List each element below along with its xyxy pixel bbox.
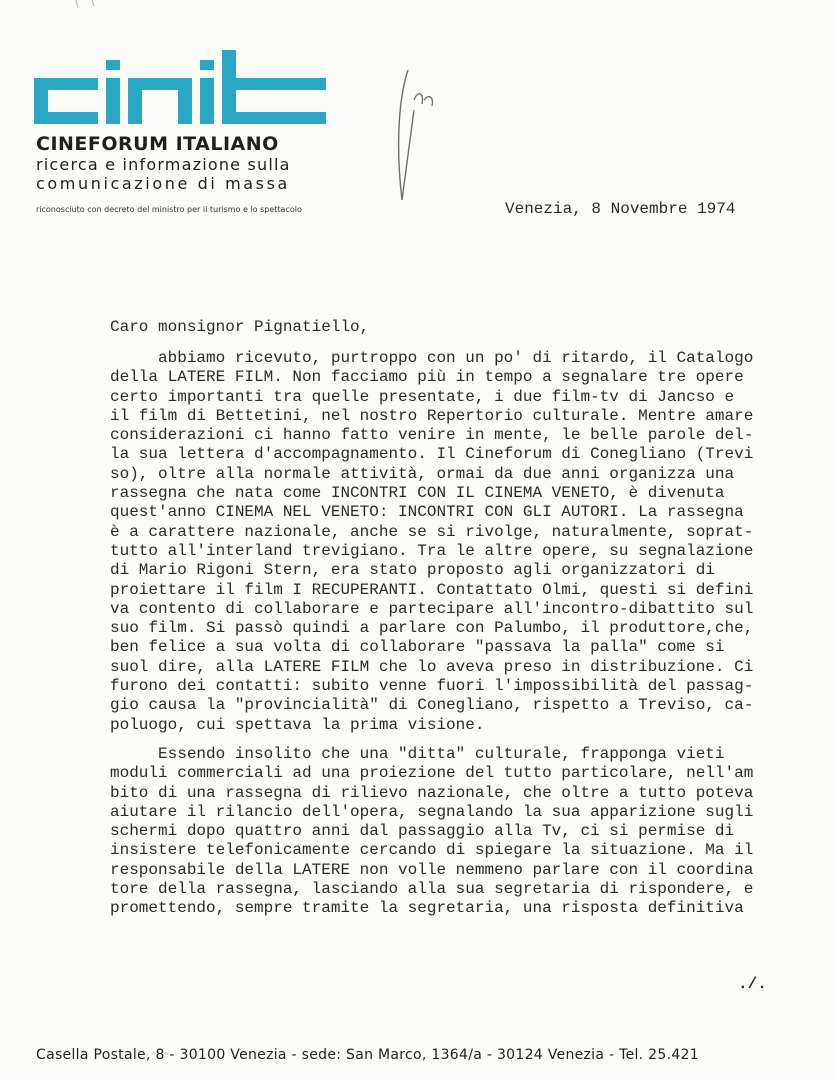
text-line: rassegna che nata come INCONTRI CON IL CINEMA VENETO, è divenuta	[110, 484, 725, 503]
text-line: bito di una rassegna di rilievo nazionale, che oltre a tutto poteva	[110, 783, 754, 802]
text-line: la sua lettera d'accompagnamento. Il Cineforum di Conegliano (Trevi	[110, 445, 754, 464]
text-line: quest'anno CINEMA NEL VENETO: INCONTRI CON GLI AUTORI. La rassegna	[110, 503, 744, 522]
text-line: considerazioni ci hanno fatto venire in mente, le belle parole del-	[110, 426, 754, 445]
recognition-note: riconosciuto con decreto del ministro per il turismo e lo spettacolo	[36, 205, 302, 214]
text-line: furono dei contatti: subito venne fuori l'impossibilità del passag-	[110, 677, 754, 696]
org-name: CINEFORUM ITALIANO	[36, 133, 279, 155]
paragraph-2	[110, 745, 800, 919]
cinit-logo	[34, 50, 326, 126]
text-line: della LATERE FILM. Non facciamo più in tempo a segnalare tre opere	[110, 368, 744, 387]
salutation: Caro monsignor Pignatiello,	[110, 318, 370, 336]
letter-body	[110, 349, 800, 919]
text-line: proiettare il film I RECUPERANTI. Contattato Olmi, questi si defini	[110, 580, 754, 599]
org-subtitle-2: comunicazione di massa	[36, 174, 290, 193]
text-line: va contento di collaborare e partecipare all'incontro-dibattito sul	[110, 599, 754, 618]
text-line: poluogo, cui spettava la prima visione.	[110, 715, 485, 734]
organization-block	[36, 133, 291, 193]
text-line: è a carattere nazionale, anche se si rivolge, naturalmente, soprat-	[110, 522, 754, 541]
text-line: abbiamo ricevuto, purtroppo con un po' di ritardo, il Catalogo	[110, 349, 754, 367]
text-line: il film di Bettetini, nel nostro Repertorio culturale. Mentre amare	[110, 406, 754, 425]
paper-mark	[72, 0, 102, 10]
text-line: gio causa la "provincialità" di Conegliano, rispetto a Treviso, ca-	[110, 696, 754, 715]
paragraph-1	[110, 349, 800, 735]
text-line: responsabile della LATERE non volle nemmeno parlare con il coordina	[110, 860, 754, 879]
text-line: suol dire, alla LATERE FILM che lo aveva preso in distribuzione. Ci	[110, 657, 754, 676]
text-line: moduli commerciali ad una proiezione del tutto particolare, nell'am	[110, 764, 754, 783]
text-line: Essendo insolito che una "ditta" culturale, frapponga vieti	[110, 744, 725, 763]
text-line: tutto all'interland trevigiano. Tra le altre opere, su segnalazione	[110, 541, 754, 560]
text-line: di Mario Rigoni Stern, era stato proposto agli organizzatori di	[110, 561, 715, 580]
continuation-mark: ./.	[738, 975, 767, 993]
text-line: certo importanti tra quelle presentate, i due film-tv di Jancso e	[110, 387, 735, 406]
text-line: promettendo, sempre tramite la segretaria, una risposta definitiva	[110, 899, 744, 918]
letter-date: Venezia, 8 Novembre 1974	[505, 200, 736, 218]
text-line: so), oltre alla normale attività, ormai da due anni organizza una	[110, 464, 735, 483]
text-line: insistere telefonicamente cercando di spiegare la situazione. Ma il	[110, 841, 754, 860]
text-line: suo film. Si passò quindi a parlare con Palumbo, il produttore,che,	[110, 619, 754, 638]
text-line: aiutare il rilancio dell'opera, segnalando la sua apparizione sugli	[110, 802, 754, 821]
text-line: ben felice a sua volta di collaborare "passava la palla" come si	[110, 638, 725, 657]
handwritten-initials	[388, 60, 438, 210]
text-line: schermi dopo quattro anni dal passaggio alla Tv, ci si permise di	[110, 822, 735, 841]
footer-address: Casella Postale, 8 - 30100 Venezia - sede: San Marco, 1364/a - 30124 Venezia - Tel. 25.421	[36, 1047, 699, 1063]
text-line: tore della rassegna, lasciando alla sua segretaria di rispondere, e	[110, 880, 754, 899]
org-subtitle-1: ricerca e informazione sulla	[36, 155, 291, 174]
